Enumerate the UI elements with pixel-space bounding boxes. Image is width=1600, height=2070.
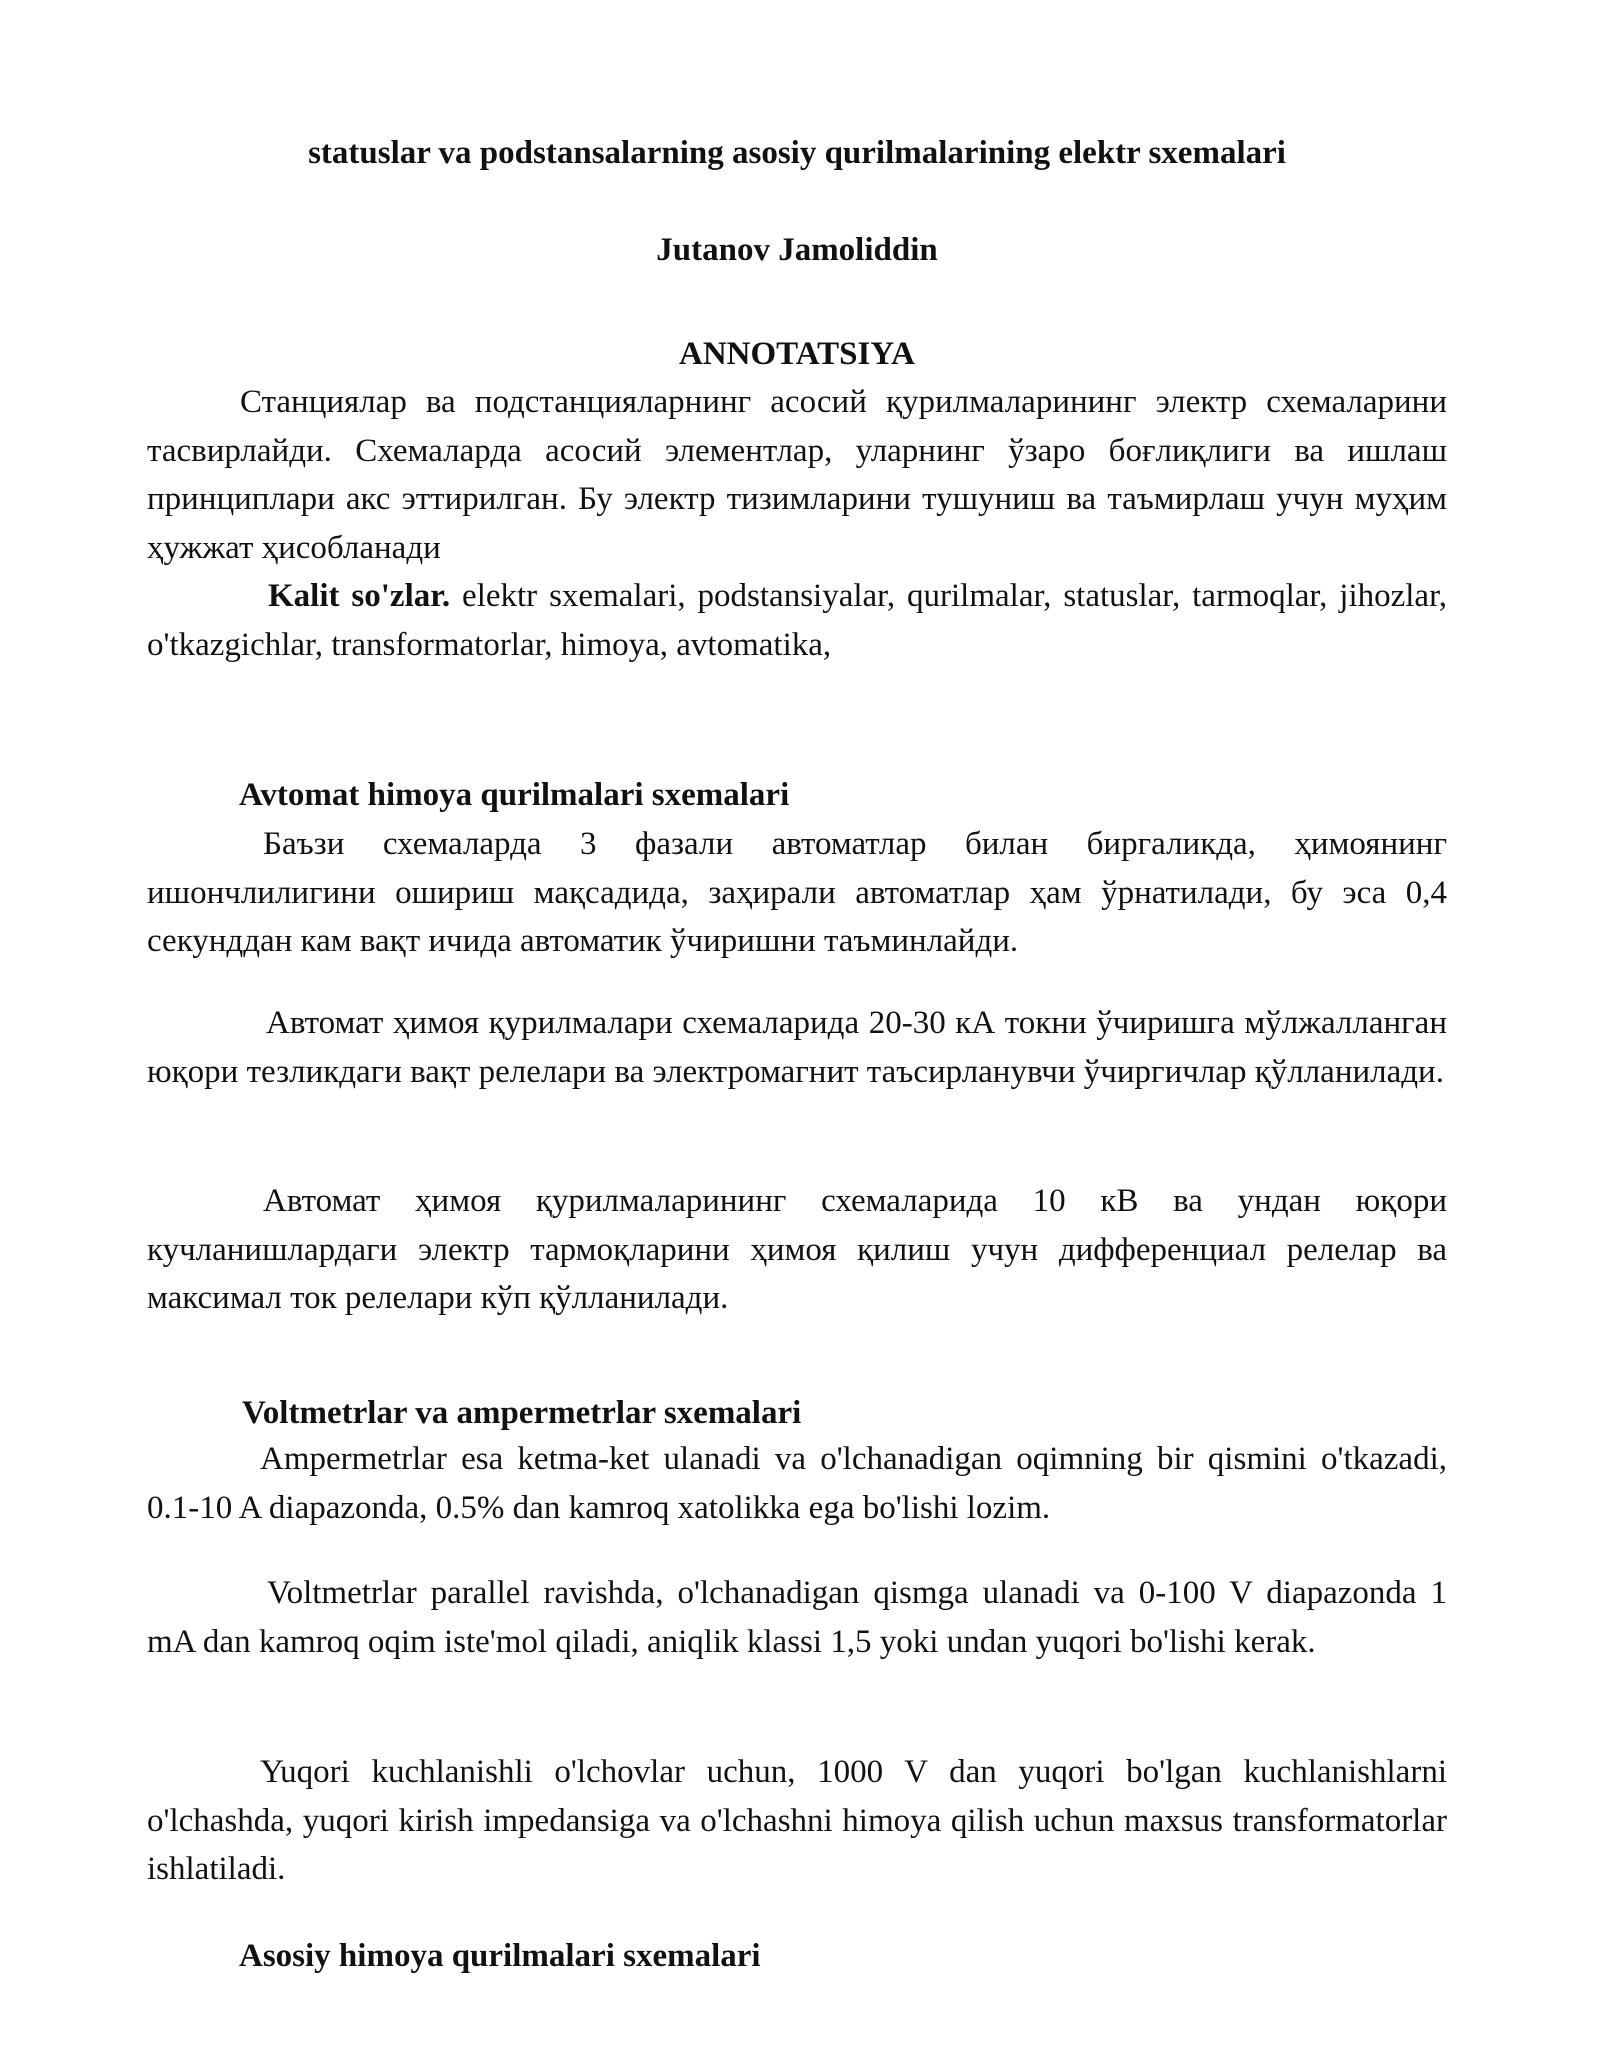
document-page	[147, 0, 1447, 2070]
keywords-list: elektr sxemalari, podstansiyalar, qurilmalar, statuslar, tarmoqlar, jihozlar, o'tkazgichlar, transformatorlar, himoya, avtomatika,	[147, 578, 1447, 663]
paragraph: Ampermetrlar esa ketma-ket ulanadi va o'lchanadigan oqimning bir qismini o'tkazadi, 0.1-10 A diapazonda, 0.5% dan kamroq xatolikka ega bo'lishi lozim.	[147, 1441, 1447, 1526]
keywords-paragraph	[147, 572, 1447, 669]
paragraph: Yuqori kuchlanishli o'lchovlar uchun, 1000 V dan yuqori bo'lgan kuchlanishlarni o'lchashda, yuqori kirish impedansiga va o'lchashni himoya qilish uchun maxsus transformatorlar ishlatiladi.	[147, 1754, 1447, 1887]
annotation-paragraph: Станциялар ва подстанцияларнинг асосий қурилмаларининг электр схемаларини тасвирлайди. Схемаларда асосий элементлар, уларнинг ўзаро боғлиқлиги ва ишлаш принциплари акс эттирилган. Бу электр тизимларини тушуниш ва таъмирлаш учун муҳим ҳужжат ҳисобланади	[147, 384, 1447, 566]
section-heading-asosiy: Asosiy himoya qurilmalari sxemalari	[239, 1938, 761, 1974]
document-title: statuslar va podstansalarning asosiy qurilmalarining elektr sxemalari	[308, 135, 1286, 171]
section-heading-avtomat: Avtomat himoya qurilmalari sxemalari	[239, 777, 790, 813]
section-heading-voltmetrlar: Voltmetrlar va ampermetrlar sxemalari	[242, 1395, 802, 1431]
keywords-label: Kalit so'zlar.	[268, 578, 451, 614]
paragraph: Автомат ҳимоя қурилмалари схемаларида 20-30 кА токни ўчиришга мўлжалланган юқори тезликдаги вақт релелари ва электромагнит таъсирланувчи ўчиргичлар қўлланилади.	[147, 1005, 1447, 1090]
author-name: Jutanov Jamoliddin	[656, 232, 938, 268]
paragraph: Voltmetrlar parallel ravishda, o'lchanadigan qismga ulanadi va 0-100 V diapazonda 1 mA dan kamroq oqim iste'mol qiladi, aniqlik klassi 1,5 yoki undan yuqori bo'lishi kerak.	[147, 1575, 1447, 1660]
paragraph: Баъзи схемаларда 3 фазали автоматлар билан биргаликда, ҳимоянинг ишончлилигини ошириш мақсадида, заҳирали автоматлар ҳам ўрнатилади, бу эса 0,4 секунддан кам вақт ичида автоматик ўчиришни таъминлайди.	[147, 826, 1447, 959]
paragraph: Автомат ҳимоя қурилмаларининг схемаларида 10 кВ ва ундан юқори кучланишлардаги электр тармоқларини ҳимоя қилиш учун дифференциал релелар ва максимал ток релелари кўп қўлланилади.	[147, 1183, 1447, 1316]
annotation-heading: ANNOTATSIYA	[679, 336, 915, 372]
